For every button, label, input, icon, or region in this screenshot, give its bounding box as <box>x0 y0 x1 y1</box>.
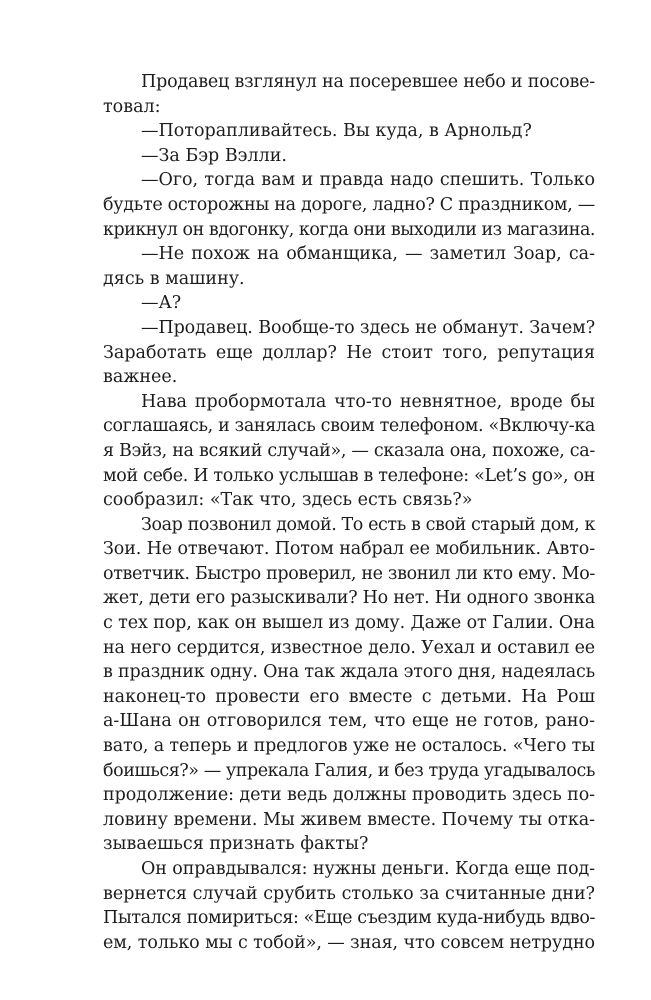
text-line: —Поторапливайтесь. Вы куда, в Арнольд? <box>141 121 532 142</box>
text-line: ем, только мы с тобой», — зная, что совсем нетрудно <box>103 932 595 953</box>
text-line: наконец-то провести его вместе с детьми. На Рош <box>103 686 595 707</box>
text-line: Зоар позвонил домой. То есть в свой старый дом, к <box>141 514 595 535</box>
paragraph-1 <box>103 70 595 119</box>
text-line: с тех пор, как он вышел из дому. Даже от Галии. Она <box>103 613 595 634</box>
text-line: мой себе. И только услышав в телефоне: «Let’s go», он <box>103 465 595 486</box>
paragraph-4 <box>103 168 595 242</box>
paragraph-9 <box>103 513 595 857</box>
text-line: —Продавец. Вообще-то здесь не обманут. Зачем? <box>141 317 595 338</box>
paragraph-6 <box>103 291 595 316</box>
text-line: соглашаясь, и занялась своим телефоном. «Включу-ка <box>103 416 595 437</box>
text-line: —А? <box>141 293 182 314</box>
text-line: товал: <box>103 96 161 117</box>
text-line: Пытался помириться: «Еще съездим куда-нибудь вдво- <box>103 908 595 929</box>
text-line: а-Шана он отговорился тем, что еще не готов, рано- <box>103 711 595 732</box>
text-line: —Не похож на обманщика, — заметил Зоар, са- <box>141 244 595 265</box>
paragraph-10 <box>103 857 595 955</box>
text-line: боишься?» — упрекала Галия, и без труда угадывалось <box>103 760 595 781</box>
text-line: зываешься признать факты? <box>103 834 369 855</box>
book-page <box>103 70 595 955</box>
text-line: сообразил: «Так что, здесь есть связь?» <box>103 490 473 511</box>
paragraph-8 <box>103 390 595 513</box>
text-line: продолжение: дети ведь должны проводить здесь по- <box>103 785 595 806</box>
text-line: вато, а теперь и предлогов уже не осталось. «Чего ты <box>103 736 595 757</box>
text-line: ответчик. Быстро проверил, не звонил ли кто ему. Мо- <box>103 563 595 584</box>
text-line: ловину времени. Мы живем вместе. Почему ты отка- <box>103 809 595 830</box>
text-line: —За Бэр Вэлли. <box>141 145 287 166</box>
text-line: в праздник одну. Она так ждала этого дня, надеялась <box>103 662 595 683</box>
paragraph-2 <box>103 119 595 144</box>
text-line: важнее. <box>103 367 178 388</box>
text-line: вернется случай срубить столько за считанные дни? <box>103 883 595 904</box>
text-line: дясь в машину. <box>103 268 245 289</box>
text-line: Зои. Не отвечают. Потом набрал ее мобильник. Авто- <box>103 539 595 560</box>
text-line: крикнул он вдогонку, когда они выходили из магазина. <box>103 219 595 240</box>
text-line: Нава пробормотала что-то невнятное, вроде бы <box>141 391 595 412</box>
text-line: я Вэйз, на всякий случай», — сказала она, похоже, са- <box>103 440 595 461</box>
text-line: на него сердится, известное дело. Уехал и оставил ее <box>103 637 595 658</box>
text-line: Заработать еще доллар? Не стоит того, репутация <box>103 342 595 363</box>
paragraph-3 <box>103 144 595 169</box>
text-line: Продавец взглянул на посеревшее небо и посове- <box>141 72 595 92</box>
text-line: —Ого, тогда вам и правда надо спешить. Только <box>141 170 595 191</box>
paragraph-7 <box>103 316 595 390</box>
text-line: будьте осторожны на дороге, ладно? С праздником, — <box>103 194 595 215</box>
paragraph-5 <box>103 242 595 291</box>
text-line: Он оправдывался: нужны деньги. Когда еще под- <box>141 859 595 879</box>
text-line: жет, дети его разыскивали? Но нет. Ни одного звонка <box>103 588 595 609</box>
